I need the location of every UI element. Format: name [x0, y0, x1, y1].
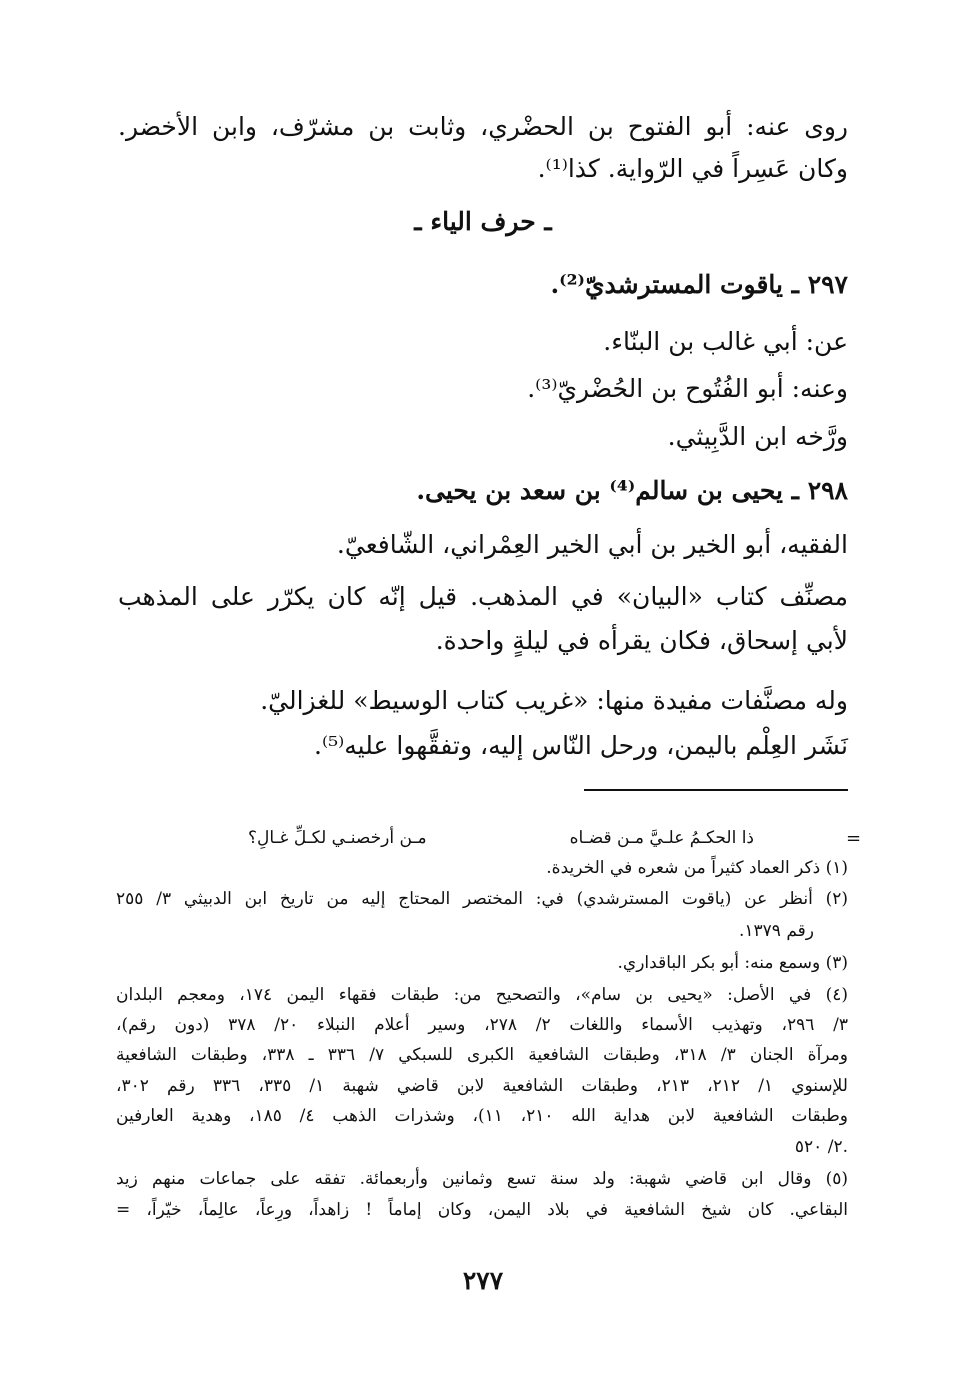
footnote-4-line-1: (٤) في الأصل: «يحيى بن سام»، والتصحيح من: طبقات فقهاء اليمن ١٧٤، ومعجم البلدان — [116, 985, 848, 1005]
footnote-1: (١) ذكر العماد كثيراً من شعره في الخريدة. — [546, 858, 848, 878]
entry-298-kunya: الفقيه، أبو الخير بن أبي الخير العِمْراني، الشّافعيّ. — [336, 530, 848, 559]
entry-298-para-line-2: لأبي إسحاق، فكان يقرأه في ليلةٍ واحدة. — [435, 626, 848, 655]
entry-298-para-line-1: مصنِّف كتاب «البيان» في المذهب. قيل إنّه كان يكرّر على المذهب — [118, 582, 848, 611]
entry-298-works-line-2: نَشَر العِلْم باليمن، ورحل النّاس إليه، وتفقَّهوا عليه⁽⁵⁾. — [314, 731, 848, 760]
footnote-3: (٣) وسمع منه: أبو بكر الباقداري. — [617, 953, 848, 973]
section-heading: ـ حرف الياء ـ — [414, 207, 552, 236]
footnote-4-line-2: ٣/ ٢٩٦، وتهذيب الأسماء واللغات ٢/ ٢٧٨، وسير أعلام النبلاء ٢٠/ ٣٧٨ (دون رقم)، — [116, 1015, 849, 1035]
entry-297-teacher: عن: أبي غالب بن البنّاء. — [603, 327, 848, 356]
entry-297-title: ٢٩٧ ـ ياقوت المسترشديّ⁽²⁾. — [550, 270, 848, 299]
footnote-5-line-2: البقاعي. كان شيخ الشافعية في بلاد اليمن، وكان إماماً ! زاهداً، ورِعاً، عالِماً، خيّراً، = — [116, 1200, 848, 1220]
entry-297-student: وعنه: أبو الفُتُوح بن الحُضْريّ⁽³⁾. — [527, 374, 848, 403]
verse-first-hemistich: ذا الحكـمُ علـيَّ مـن قضـاه — [569, 828, 754, 848]
intro-line-2: وكان عَسِراً في الرّواية. كذا⁽¹⁾. — [537, 154, 848, 183]
page-number: ٢٧٧ — [462, 1266, 504, 1295]
footnote-4-line-6: ٢/ ٥٢٠. — [794, 1137, 848, 1157]
entry-298-works-line-1: وله مصنَّفات مفيدة منها: «غريب كتاب الوسيط» للغزاليّ. — [260, 686, 848, 715]
verse-second-hemistich: مـن أرخصنـي لكـلِّ غـالِ؟ — [248, 828, 427, 848]
footnote-5-line-1: (٥) وقال ابن قاضي شهبة: ولد سنة تسع وثمانين وأربعمائة. تفقه على جماعات منهم زيد — [116, 1169, 848, 1189]
entry-298-title: ٢٩٨ ـ يحيى بن سالم⁽⁴⁾ بن سعد بن يحيى. — [416, 476, 848, 505]
continuation-mark: = — [846, 828, 862, 849]
intro-line-1: روى عنه: أبو الفتوح بن الحضْري، وثابت بن مشرّف، وابن الأخضر. — [118, 112, 848, 141]
footnote-2-line-2: رقم ١٣٧٩. — [739, 921, 814, 941]
footnote-2-line-1: (٢) أنظر عن (ياقوت المسترشدي) في: المختصر المحتاج إليه من تاريخ ابن الدبيثي ٣/ ٢٥٥ — [116, 889, 848, 909]
footnote-4-line-3: ومرآة الجنان ٣/ ٣١٨، وطبقات الشافعية الكبرى للسبكي ٧/ ٣٣٦ ـ ٣٣٨، وطبقات الشافعية — [116, 1045, 848, 1065]
footnote-4-line-5: وطبقات الشافعية لابن هداية الله ٢١٠، ١١)، وشذرات الذهب ٤/ ١٨٥، وهدية العارفين — [116, 1106, 848, 1126]
footnote-separator — [584, 789, 848, 791]
entry-297-dating: ورَّخه ابن الدَّبِيثي. — [667, 422, 848, 451]
footnote-4-line-4: للإسنوي ١/ ٢١٢، ٢١٣، وطبقات الشافعية لابن قاضي شهبة ١/ ٣٣٥، ٣٣٦ رقم ٣٠٢، — [116, 1076, 848, 1096]
